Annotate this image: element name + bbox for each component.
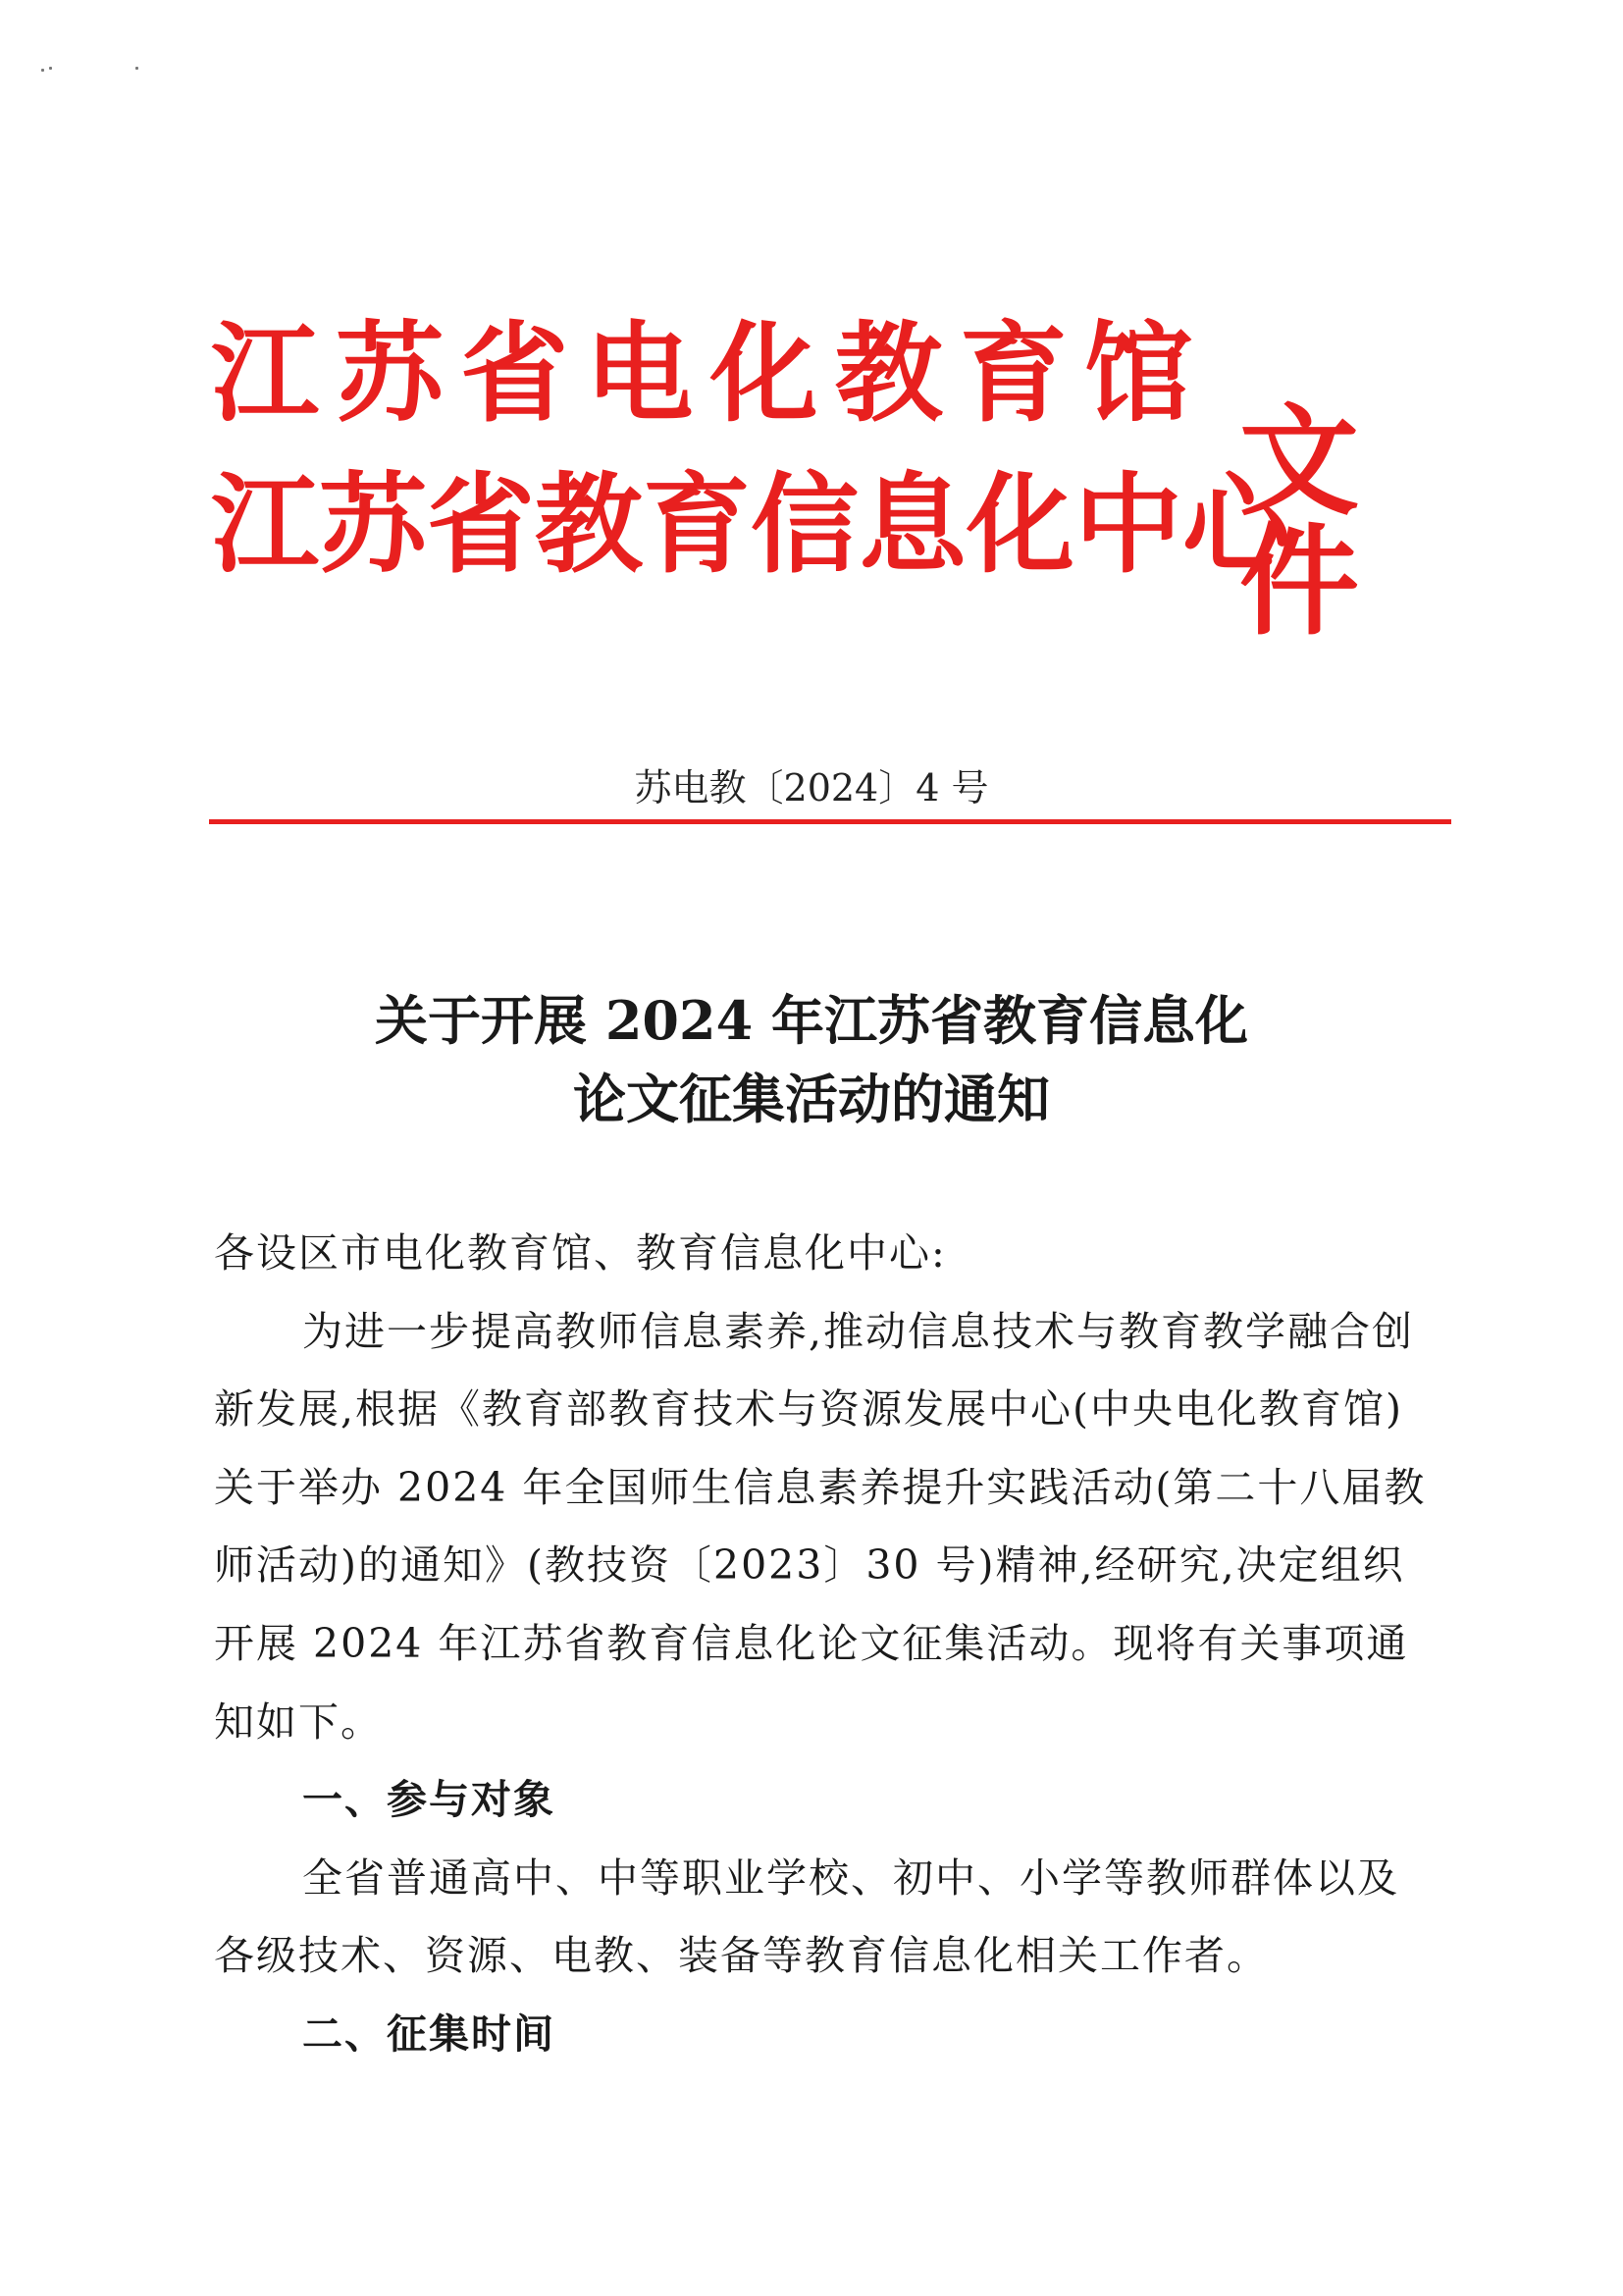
- document-number: 苏电教〔2024〕4 号: [634, 766, 989, 809]
- notice-body: [214, 1215, 1433, 2074]
- org-name-char: 苏: [319, 462, 427, 588]
- intro-paragraph: 为进一步提高教师信息素养,推动信息技术与教育教学融合创新发展,根据《教育部教育技术与资源发展中心(中央电化教育馆)关于举办 2024 年全国师生信息素养提升实践活动(第二十八届教师活动)的通知》(教技资〔2023〕30 号)精神,经研究,决定组织开展 2024 年江苏省教育信息化论文征集活动。现将有关事项通知如下。: [214, 1307, 1427, 1746]
- org-name-char: 省: [460, 311, 569, 437]
- org-name-char: 馆: [1083, 311, 1192, 437]
- document-type: 文件: [1239, 392, 1363, 652]
- org-name-char: 江: [211, 311, 319, 437]
- org-name-char: 江: [211, 462, 319, 588]
- issuing-organization-2: [211, 462, 1290, 588]
- notice-title-line-2: 论文征集活动的通知: [573, 1068, 1050, 1130]
- participants-paragraph: 全省普通高中、中等职业学校、初中、小学等教师群体以及各级技术、资源、电教、装备等教育信息化相关工作者。: [214, 1853, 1399, 1980]
- red-separator-line: [209, 819, 1451, 824]
- org-name-char: 苏: [336, 311, 445, 437]
- org-name-char: 育: [643, 462, 751, 588]
- scan-speck: [135, 67, 138, 70]
- salutation: 各设区市电化教育馆、教育信息化中心:: [214, 1229, 947, 1277]
- section-heading-collection-time: 二、征集时间: [302, 2009, 555, 2058]
- org-name-char: 化: [709, 311, 818, 437]
- org-name-char: 心: [1182, 462, 1290, 588]
- document-header: [211, 311, 1452, 652]
- scan-speck: [49, 67, 52, 70]
- org-name-char: 育: [959, 311, 1068, 437]
- issuing-organization-1: [211, 311, 1192, 437]
- org-name-char: 中: [1074, 462, 1182, 588]
- org-name-char: 化: [967, 462, 1074, 588]
- section-heading-participants: 一、参与对象: [302, 1776, 555, 1824]
- org-name-char: 教: [834, 311, 943, 437]
- org-name-char: 息: [859, 462, 967, 588]
- notice-title: [0, 981, 1623, 1138]
- org-name-char: 电: [585, 311, 694, 437]
- scan-speck: [41, 69, 44, 72]
- org-name-char: 信: [751, 462, 859, 588]
- org-name-char: 教: [535, 462, 643, 588]
- org-name-char: 省: [427, 462, 535, 588]
- notice-title-line-1: 关于开展 2024 年江苏省教育信息化: [375, 989, 1248, 1052]
